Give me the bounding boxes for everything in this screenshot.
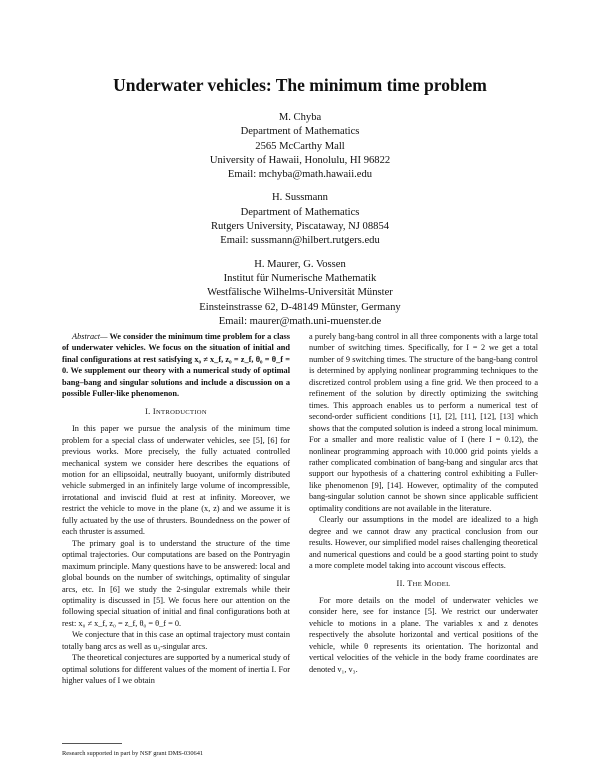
paragraph: Clearly our assumptions in the model are idealized to a high degree and we cannot draw any practical conclusion from our results. However, our simplified model raises challenging theoretical and numerical questions and could be a good starting point to study a more complete model taking into account viscous effects. — [309, 515, 538, 571]
author-affiliation: Department of Mathematics — [240, 126, 360, 138]
paragraph: The primary goal is to understand the structure of the time optimal trajectories. Our computations are based on the Pontryagin maximum principle. Many questions have to be answered: local and global bounds on the number of switchings, optimality of singular arcs, etc. In [6] we study the 2-singular extremals while their optimality is discussed in [5]. We focus here our attention on the following special situation of initial and final configurations both at rest: x₀ ≠ x_f, z₀ = z_f, θ₀ = θ_f = 0. — [62, 538, 290, 628]
section-heading-introduction: I. INTRODUCTION — [145, 406, 207, 416]
footnote-rule — [62, 743, 122, 744]
author-address: Rutgers University, Piscataway, NJ 08854 — [210, 221, 390, 233]
paragraph: For more details on the model of underwater vehicles we consider here, see for instance [5]. We restrict our underwater vehicle to motions in a plane. The variables x and z denotes respectively the absolute horizontal and vertical positions of the vehicle, while θ represents its orientation. The horizontal and vertical velocities of the vehicle in the body frame coordinates are denoted v₁, v₃. — [309, 595, 538, 674]
author-email: Email: mchyba@math.hawaii.edu — [227, 169, 373, 181]
author-block-chyba — [0, 111, 600, 182]
author-email: Email: sussmann@hilbert.rutgers.edu — [220, 235, 380, 247]
abstract — [62, 331, 290, 400]
footnote: Research supported in part by NSF grant DMS-030641 — [62, 750, 204, 757]
author-address: Einsteinstrasse 62, D-48149 Münster, Germany — [199, 301, 401, 313]
paper-title: Underwater vehicles: The minimum time problem — [113, 75, 487, 95]
abstract-label: Abstract— — [72, 332, 108, 341]
author-affiliation: Department of Mathematics — [240, 206, 360, 218]
author-address: 2565 McCarthy Mall — [255, 140, 345, 152]
author-name: M. Chyba — [278, 112, 322, 123]
author-address: University of Hawaii, Honolulu, HI 96822 — [209, 154, 391, 166]
abstract-text: We consider the minimum time problem for a class of underwater vehicles. We focus on the situation of initial and final configurations at rest satisfying x₀ ≠ x_f, z₀ = z_f, θ₀ = θ_f = 0. We supplement our theory with a numerical study of optimal bang–bang and singular solutions and include a discussion on a possible Fuller-like phenomenon. — [62, 332, 290, 399]
author-name: H. Maurer, G. Vossen — [254, 258, 346, 270]
section-heading-model: II. THE MODEL — [396, 578, 451, 588]
author-block-maurer-vossen — [0, 258, 600, 329]
right-column — [309, 331, 538, 675]
author-email: Email: maurer@math.uni-muenster.de — [218, 315, 382, 327]
author-affiliation: Institut für Numerische Mathematik — [223, 272, 377, 284]
author-affiliation: Westfälische Wilhelms-Universität Münster — [207, 287, 393, 299]
paragraph: a purely bang-bang control in all three components with a large total number of switching times. Specifically, for I = 2 we get a total number of 9 switching times. The structure of the bang-bang control is determined by applying nonlinear programming techniques to the discretized control problem using a fine grid. We then proceed to a refinement of the solution by directly optimizing the switching times. This approach enables us to perform a numerical test of second-order sufficient conditions [1], [2], [11], [12], [13] which shows that the computed solution is indeed a strong local minimum. For a smaller and more realistic value of I (here I = 0.12), the nonlinear programming approach with 10.000 grid points yields a rather complicated combination of bang-bang and singular arcs that support our hypothesis of a chattering control exhibiting a Fuller-like phenomenon [9], [14]. However, optimality of the computed bang-singular solution cannot be shown since applicable sufficient optimality conditions are not available in the literature. — [309, 332, 538, 513]
paragraph: We conjecture that in this case an optimal trajectory must contain totally bang arcs as well as u₃-singular arcs. — [62, 630, 290, 651]
author-name: H. Sussmann — [272, 192, 328, 204]
author-list — [0, 111, 600, 329]
left-column — [62, 331, 290, 687]
paragraph: The theoretical conjectures are supported by a numerical study of optimal solutions for different values of the moment of inertia I. For higher values of I we obtain — [62, 653, 290, 686]
author-block-sussmann — [0, 191, 600, 248]
paragraph: In this paper we pursue the analysis of the minimum time problem for a special class of underwater vehicles, see [5], [6] for previous works. More precisely, the fully actuated controlled mechanical system we consider here describes the equations of motion for an ellipsoidal, neutrally buoyant, uniformly distributed vehicle submerged in an infinitely large volume of incompressible, irrotational and inviscid fluid at rest at infinity. Moreover, we restrict the vehicle to move in the plane (x, z) and we assume it is fully actuated by the use of thrusters. Boundedness on the power of each thruster is assumed. — [62, 424, 290, 537]
